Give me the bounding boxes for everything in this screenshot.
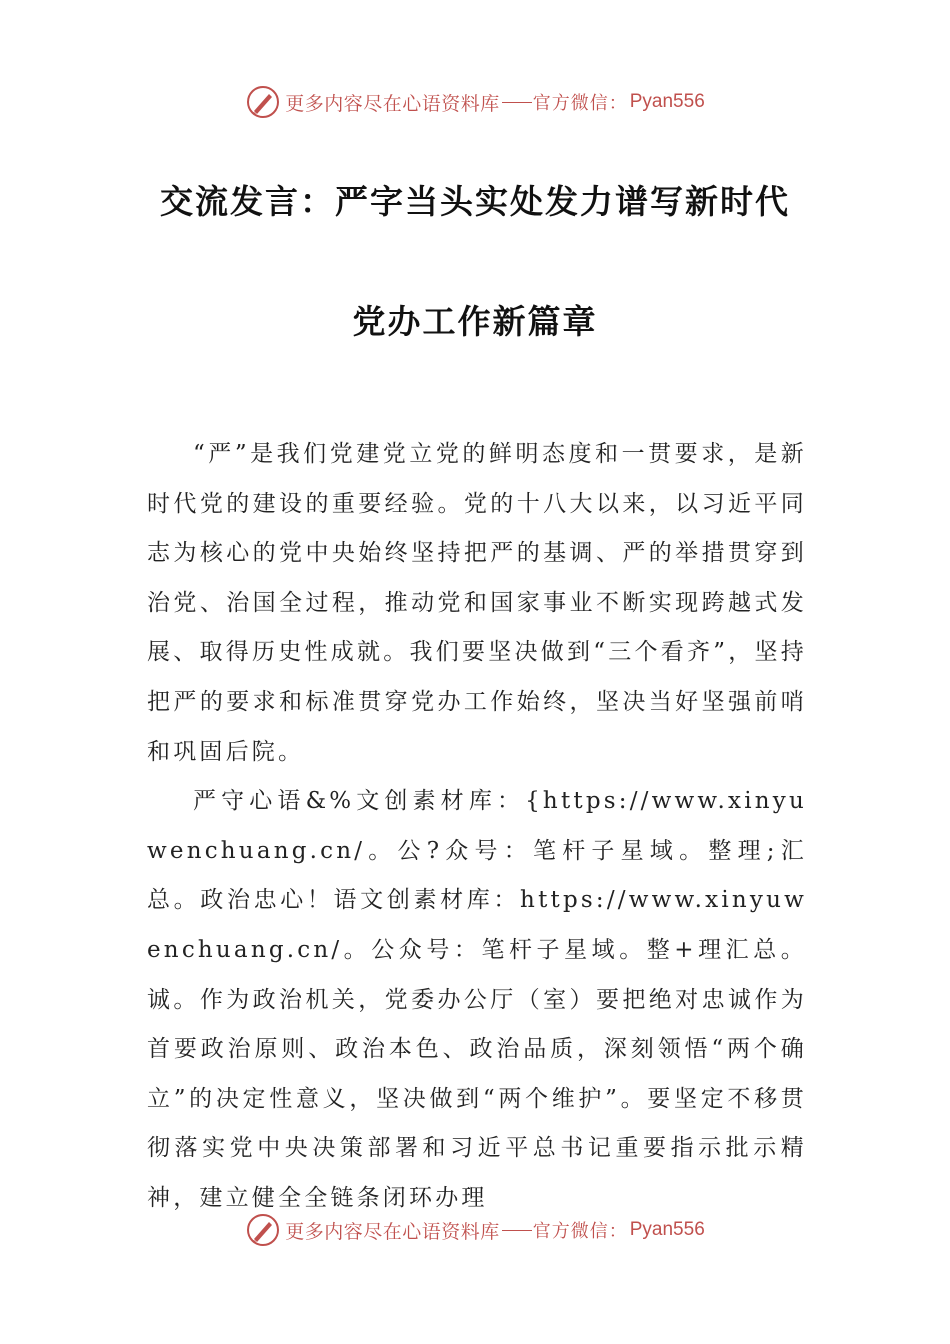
watermark-id: Pyan556 <box>629 1219 705 1240</box>
header-watermark <box>0 82 950 122</box>
paragraph-2: 严守心语&%文创素材库：{https://www.xinyuwenchuang.cn/。公?众号：笔杆子星域。整理;汇总。政治忠心！语文创素材库：https://www.xinyuwenchuang.cn/。公众号：笔杆子星域。整+理汇总。诚。作为政治机关，党委办公厅（室）要把绝对忠诚作为首要政治原则、政治本色、政治品质，深刻领悟“两个确立”的决定性意义，坚决做到“两个维护”。要坚定不移贯彻落实党中央决策部署和习近平总书记重要指示批示精神，建立健全全链条闭环办理 <box>147 788 807 1211</box>
watermark-dash <box>502 102 532 103</box>
document-body <box>147 430 807 1224</box>
watermark-main-text: 更多内容尽在心语资料库 <box>285 1220 500 1243</box>
title-line-1: 交流发言：严字当头实处发力谱写新时代 <box>160 182 790 221</box>
paragraph-1: “严”是我们党建党立党的鲜明态度和一贯要求，是新时代党的建设的重要经验。党的十八大以来，以习近平同志为核心的党中央始终坚持把严的基调、严的举措贯穿到治党、治国全过程，推动党和国家事业不断实现跨越式发展、取得历史性成就。我们要坚决做到“三个看齐”，坚持把严的要求和标准贯穿党办工作始终，坚决当好坚强前哨和巩固后院。 <box>147 441 807 765</box>
title-line-2: 党办工作新篇章 <box>352 302 598 341</box>
pen-logo-icon <box>245 1212 281 1248</box>
watermark-sub-text: 官方微信： <box>532 1221 628 1242</box>
pen-logo-icon <box>245 84 281 120</box>
watermark-sub-text: 官方微信： <box>532 93 628 114</box>
footer-watermark <box>0 1210 950 1250</box>
watermark-id: Pyan556 <box>629 91 705 112</box>
watermark-main-text: 更多内容尽在心语资料库 <box>285 92 500 115</box>
watermark-dash <box>502 1230 532 1231</box>
